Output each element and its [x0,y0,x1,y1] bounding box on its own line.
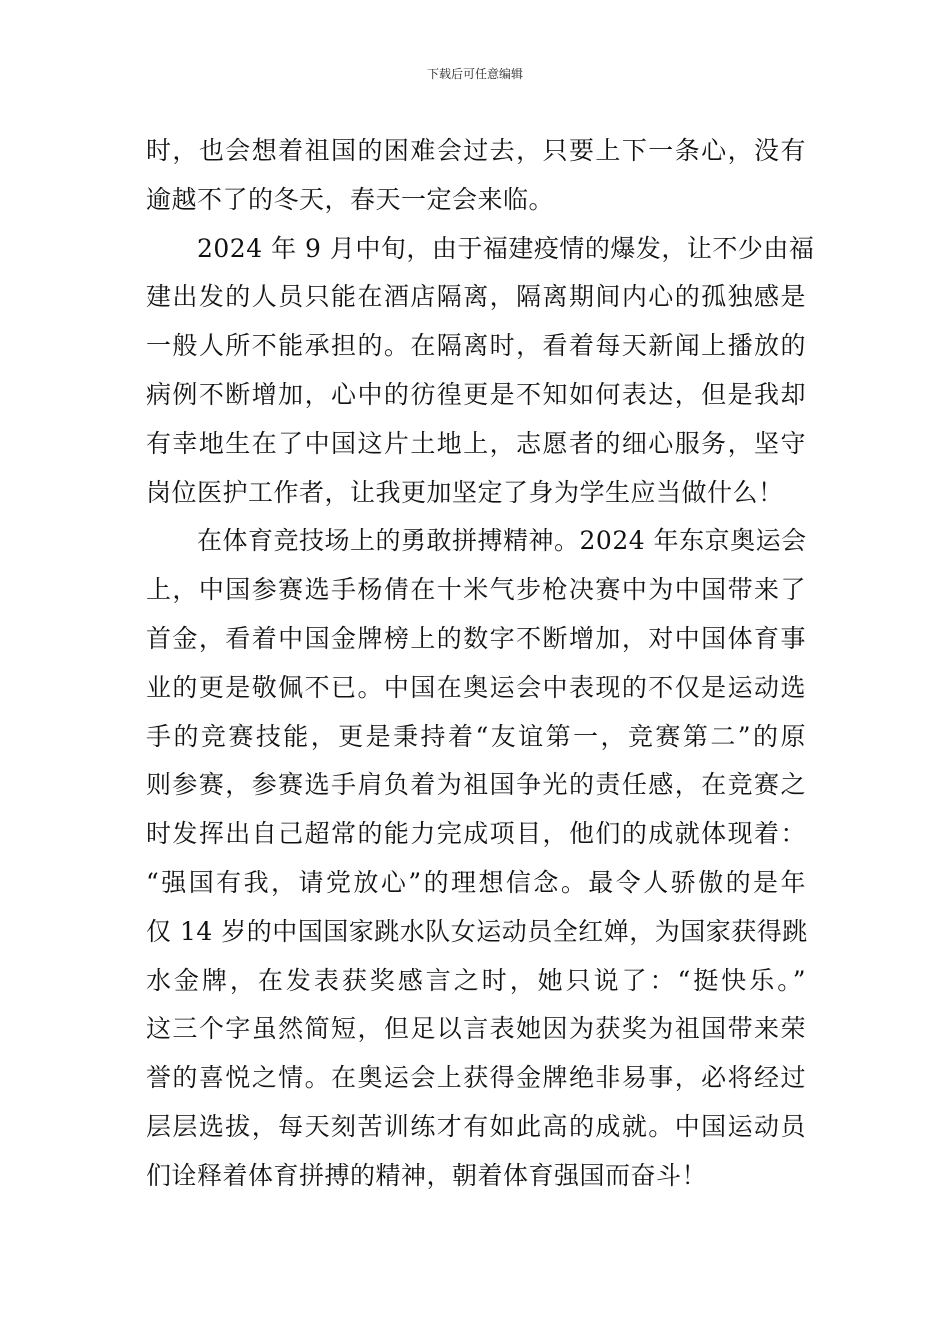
text-line: 在体育竞技场上的勇敢拼搏精神。2024 年东京奥运会 [146,526,807,556]
text-line: 仅 14 岁的中国国家跳水队女运动员全红婵，为国家获得跳 [146,916,808,946]
text-line: 这三个字虽然简短，但足以言表她因为获奖为祖国带来荣 [146,1014,806,1044]
text-line: “强国有我，请党放心”的理想信念。最令人骄傲的是年 [146,867,806,897]
text-line: 有幸地生在了中国这片土地上，志愿者的细心服务，坚守 [146,428,806,458]
text-line: 则参赛，参赛选手肩负着为祖国争光的责任感，在竞赛之 [146,770,806,800]
paragraph [146,127,806,225]
text-line: 逾越不了的冬天，春天一定会来临。 [146,184,555,214]
paragraph [146,225,815,518]
text-line: 层层选拔，每天刻苦训练才有如此高的成就。中国运动员 [146,1111,806,1141]
text-line: 病例不断增加，心中的彷徨更是不知如何表达，但是我却 [146,379,806,409]
text-line: 手的竞赛技能，更是秉持着“友谊第一，竞赛第二”的原 [146,721,806,751]
text-line: 们诠释着体育拼搏的精神，朝着体育强国而奋斗！ [146,1160,708,1190]
text-line: 首金，看着中国金牌榜上的数字不断增加，对中国体育事 [146,623,806,653]
text-line: 业的更是敬佩不已。中国在奥运会中表现的不仅是运动选 [146,672,806,702]
text-line: 誉的喜悦之情。在奥运会上获得金牌绝非易事，必将经过 [146,1063,806,1093]
text-line: 水金牌，在发表获奖感言之时，她只说了：“挺快乐。” [146,965,806,995]
text-line: 建出发的人员只能在酒店隔离，隔离期间内心的孤独感是 [146,282,806,312]
text-line: 时发挥出自己超常的能力完成项目，他们的成就体现着： [146,819,806,849]
text-line: 岗位医护工作者，让我更加坚定了身为学生应当做什么！ [146,477,784,507]
text-line: 2024 年 9 月中旬，由于福建疫情的爆发，让不少由福 [146,233,815,263]
page-header: 下载后可任意编辑 [426,67,523,81]
text-line: 时，也会想着祖国的困难会过去，只要上下一条心，没有 [146,136,806,165]
document-body [146,127,815,1201]
text-line: 一般人所不能承担的。在隔离时，看着每天新闻上播放的 [146,331,806,361]
text-line: 上，中国参赛选手杨倩在十米气步枪决赛中为中国带来了 [146,575,806,605]
paragraph [146,517,806,1200]
